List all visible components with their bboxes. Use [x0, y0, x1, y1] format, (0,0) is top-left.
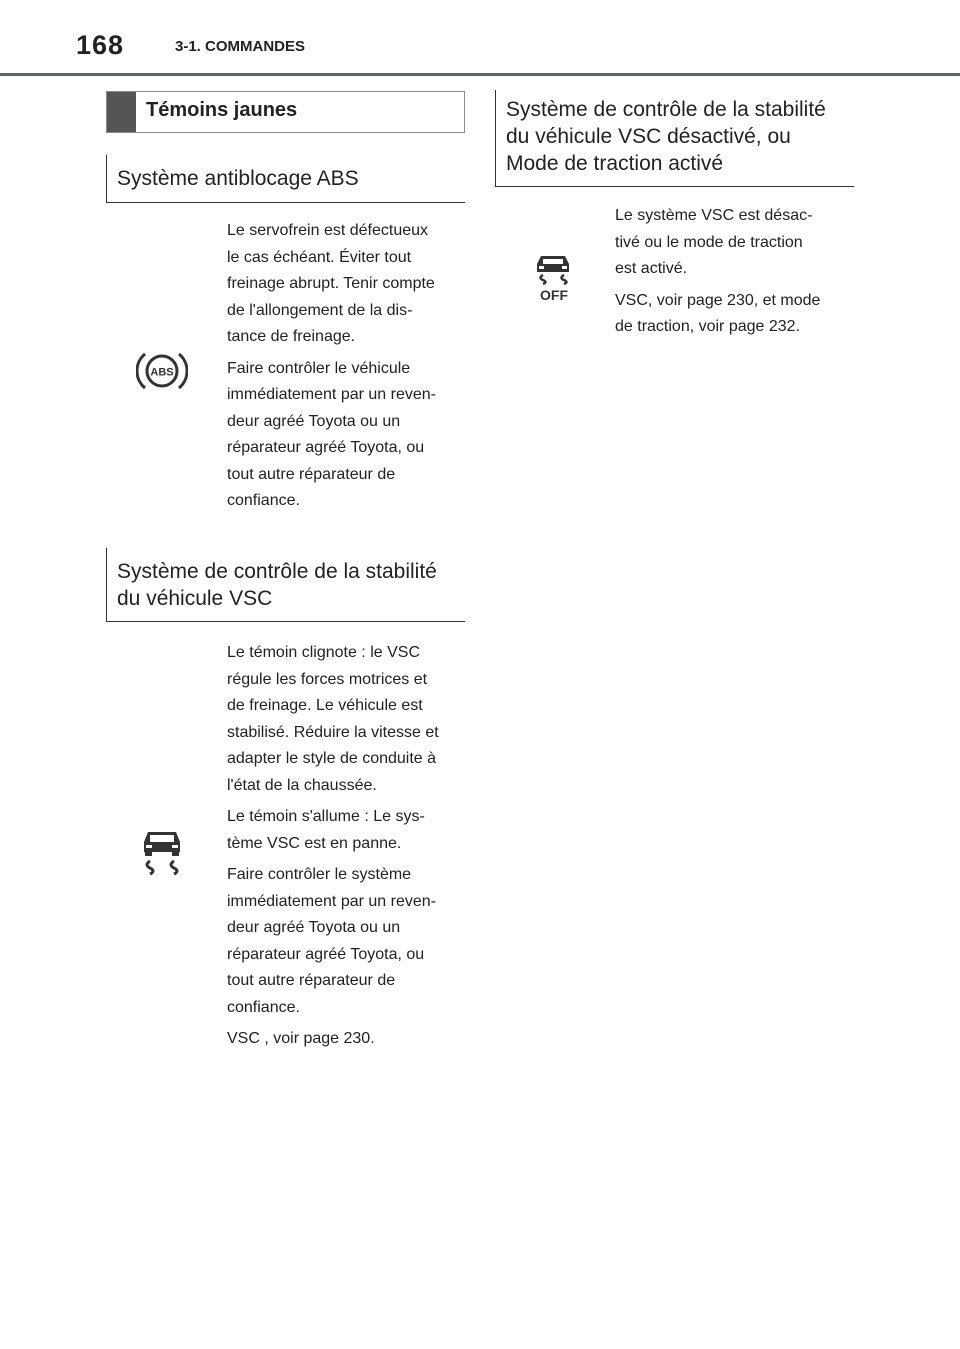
- vsc-line: tème VSC est en panne.: [227, 834, 402, 852]
- vsc-line: VSC , voir page 230.: [227, 1030, 375, 1047]
- vsc-line: de freinage. Le véhicule est: [227, 697, 423, 714]
- vsc-description: [227, 640, 439, 1053]
- abs-description: [227, 218, 436, 515]
- abs-line: de l'allongement de la dis-: [227, 301, 413, 319]
- abs-line: immédiatement par un reven-: [227, 386, 436, 403]
- vsc-off-line: est activé.: [615, 260, 688, 277]
- vsc-line: régule les forces motrices et: [227, 670, 428, 688]
- abs-line: Faire contrôler le véhicule: [227, 359, 411, 377]
- vsc-off-heading-rule: [495, 186, 854, 187]
- vsc-line: immédiatement par un reven-: [227, 892, 436, 910]
- vsc-off-line: Le système VSC est désac-: [615, 207, 813, 224]
- abs-line: Le servofrein est défectueux: [227, 222, 429, 239]
- abs-line: réparateur agréé Toyota, ou: [227, 439, 425, 456]
- vsc-off-heading-line: du véhicule VSC désactivé, ou: [506, 125, 791, 148]
- chapter-title: 3-1. COMMANDES: [175, 38, 306, 55]
- vsc-off-line: de traction, voir page 232.: [615, 318, 801, 335]
- vsc-line: Faire contrôler le système: [227, 866, 412, 883]
- vsc-off-heading-left-rule: [495, 90, 496, 187]
- abs-heading: Système antiblocage ABS: [117, 167, 359, 190]
- vsc-line: Le témoin s'allume : Le sys-: [227, 808, 425, 825]
- vsc-line: adapter le style de conduite à: [227, 750, 437, 767]
- vsc-off-heading-line: Système de contrôle de la stabilité: [506, 98, 826, 121]
- vsc-off-heading-line: Mode de traction activé: [506, 152, 724, 175]
- section-title: Témoins jaunes: [146, 99, 298, 121]
- vsc-off-line: tivé ou le mode de traction: [615, 233, 803, 251]
- page-number: 168: [76, 30, 125, 60]
- abs-line: deur agréé Toyota ou un: [227, 412, 401, 430]
- abs-line: confiance.: [227, 492, 300, 509]
- abs-line: le cas échéant. Éviter tout: [227, 248, 412, 266]
- header-rule: [0, 73, 960, 76]
- vsc-line: l'état de la chaussée.: [227, 776, 377, 794]
- vsc-off-line: VSC, voir page 230, et mode: [615, 291, 821, 309]
- vsc-slip-icon: [140, 828, 184, 881]
- vsc-heading-line: du véhicule VSC: [117, 587, 273, 610]
- vsc-line: deur agréé Toyota ou un: [227, 919, 401, 936]
- abs-heading-rule: [106, 202, 465, 203]
- vsc-line: stabilisé. Réduire la vitesse et: [227, 723, 439, 741]
- abs-line: freinage abrupt. Tenir compte: [227, 275, 435, 292]
- abs-line: tance de freinage.: [227, 328, 356, 345]
- vsc-heading: [117, 558, 437, 612]
- vsc-off-icon: [534, 254, 574, 307]
- vsc-heading-line: Système de contrôle de la stabilité: [117, 560, 437, 583]
- section-heading-bar: [107, 92, 136, 132]
- vsc-off-heading: [506, 96, 826, 177]
- abs-line: tout autre réparateur de: [227, 465, 396, 483]
- vsc-line: confiance.: [227, 998, 300, 1016]
- vsc-line: Le témoin clignote : le VSC: [227, 644, 420, 661]
- abs-icon-label: ABS: [150, 366, 174, 379]
- vsc-heading-left-rule: [106, 548, 107, 622]
- vsc-off-description: [615, 203, 820, 341]
- abs-warning-icon: [136, 350, 188, 397]
- section-heading: [106, 91, 465, 133]
- vsc-heading-rule: [106, 621, 465, 622]
- vsc-line: réparateur agréé Toyota, ou: [227, 945, 425, 963]
- abs-heading-left-rule: [106, 155, 107, 203]
- vsc-line: tout autre réparateur de: [227, 972, 396, 989]
- vsc-off-icon-label: OFF: [540, 287, 568, 302]
